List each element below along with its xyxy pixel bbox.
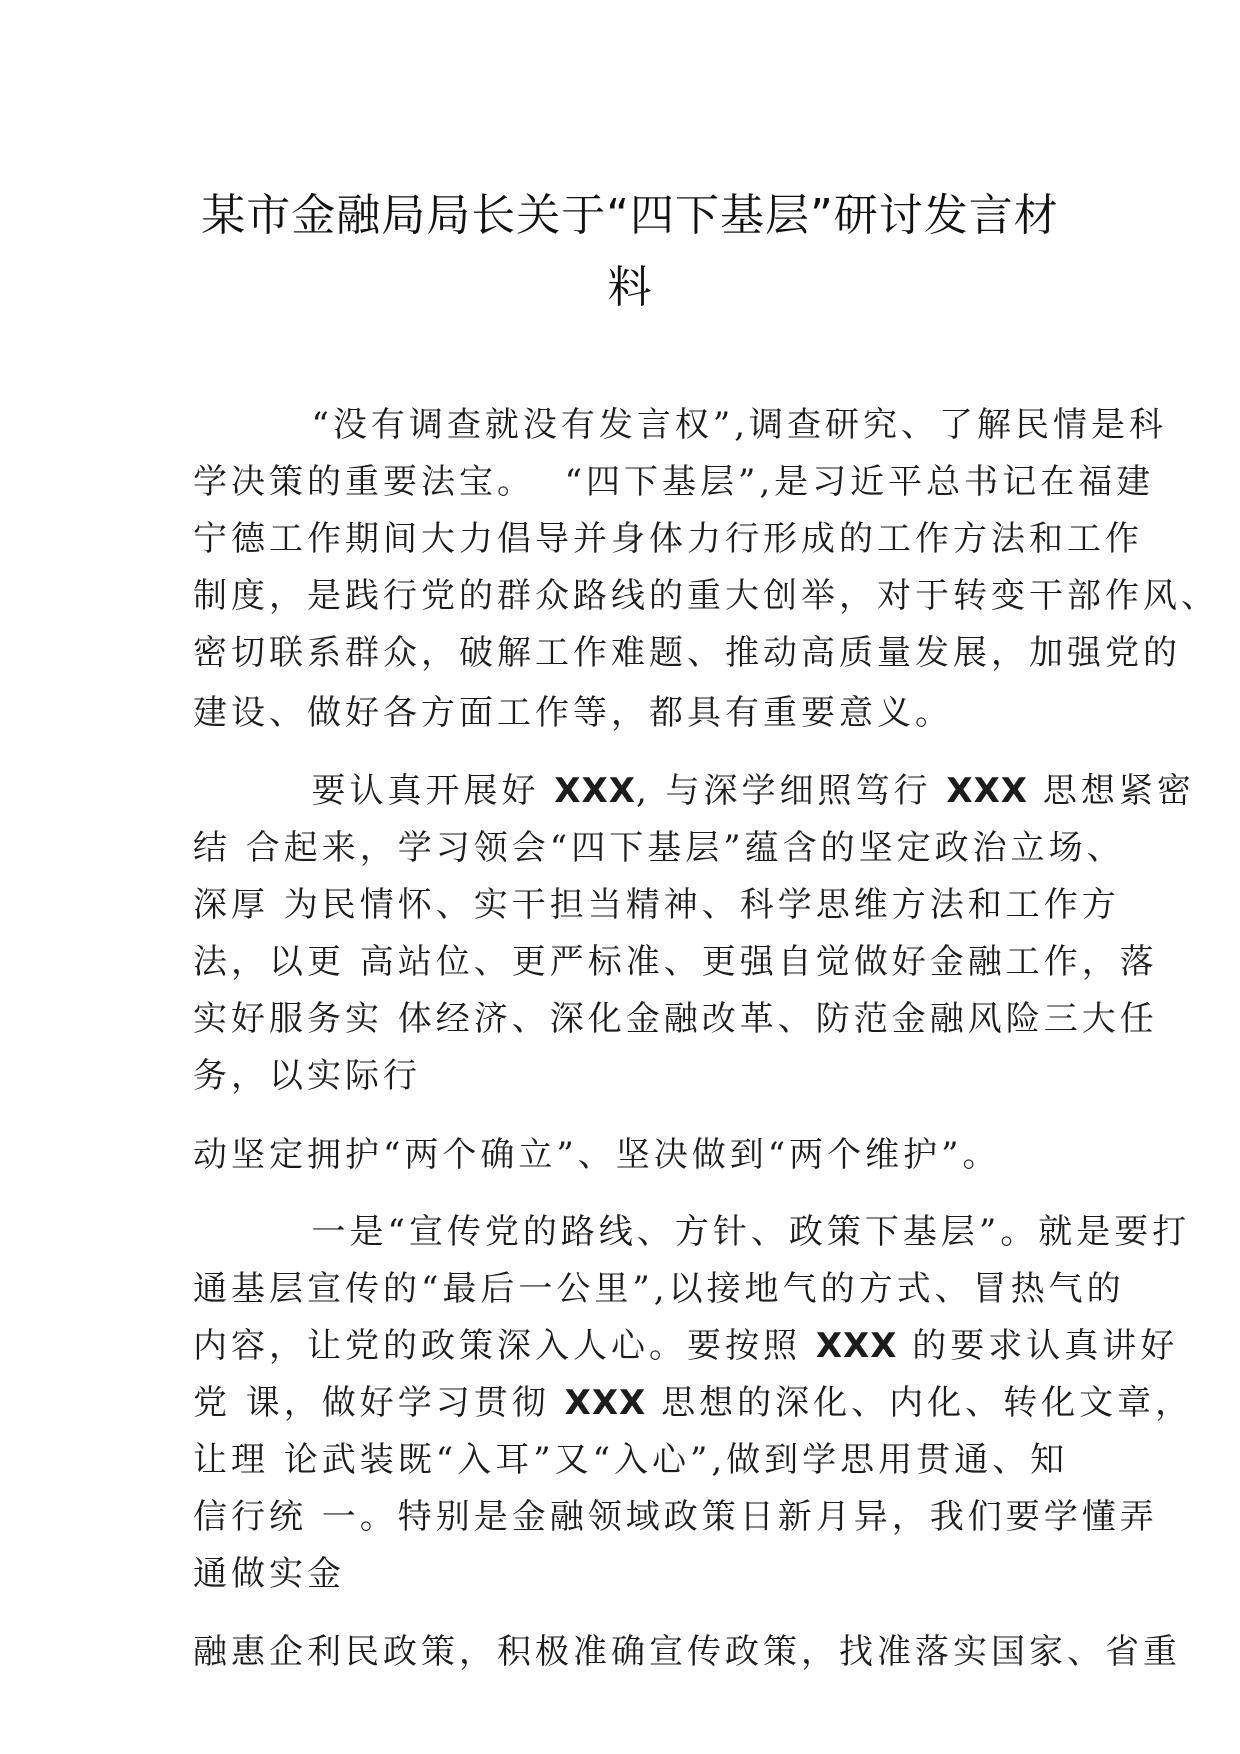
body-line: 深厚 为民情怀、实干担当精神、科学思维方法和工作方: [193, 885, 1120, 925]
document-title: 某市金融局局长关于“四下基层”研讨发言材料: [201, 190, 1059, 313]
placeholder-text: XXX: [554, 771, 636, 811]
body-line: 建设、做好各方面工作等，都具有重要意义。: [193, 693, 953, 733]
body-line: 让理 论武装既“入耳”又“入心”,做到学思用贯通、知: [193, 1440, 1069, 1480]
body-line: 通做实金: [193, 1554, 345, 1594]
body-line: 务，以实际行: [193, 1056, 421, 1096]
body-line: 密切联系群众，破解工作难题、推动高质量发展，加强党的: [193, 633, 1181, 673]
body-line: 一是“宣传党的路线、方针、政策下基层”。就是要打: [193, 1212, 1191, 1252]
body-line: 通基层宣传的“最后一公里”,以接地气的方式、冒热气的: [193, 1269, 1125, 1309]
placeholder-text: XXX: [946, 771, 1029, 811]
body-line: 宁德工作期间大力倡导并身体力行形成的工作方法和工作: [193, 519, 1143, 559]
body-line: 实好服务实 体经济、深化金融改革、防范金融风险三大任: [193, 999, 1158, 1039]
placeholder-text: XXX: [815, 1326, 898, 1366]
body-line: “没有调查就没有发言权”,调查研究、了解民情是科: [193, 405, 1168, 445]
body-line: 法，以更 高站位、更严标准、更强自觉做好金融工作，落: [193, 942, 1158, 982]
body-line: 制度，是践行党的群众路线的重大创举，对于转变干部作风、: [193, 576, 1219, 616]
body-line: 信行统 一。特别是金融领域政策日新月异，我们要学懂弄: [193, 1497, 1158, 1537]
body-line: 内容，让党的政策深入人心。要按照 XXX 的要求认真讲好: [193, 1326, 1179, 1366]
body-line: 学决策的重要法宝。 “四下基层”,是习近平总书记在福建: [193, 462, 1155, 502]
placeholder-text: XXX: [564, 1383, 647, 1423]
body-line: 融惠企利民政策，积极准确宣传政策，找准落实国家、省重: [193, 1632, 1181, 1672]
body-line: 党 课，做好学习贯彻 XXX 思想的深化、内化、转化文章，: [193, 1383, 1194, 1423]
body-line: 要认真开展好 XXX, 与深学细照笃行 XXX 思想紧密: [193, 771, 1195, 811]
body-line: 结 合起来，学习领会“四下基层”蕴含的坚定政治立场、: [193, 828, 1125, 868]
body-line: 动坚定拥护“两个确立”、坚决做到“两个维护”。: [193, 1135, 1001, 1175]
